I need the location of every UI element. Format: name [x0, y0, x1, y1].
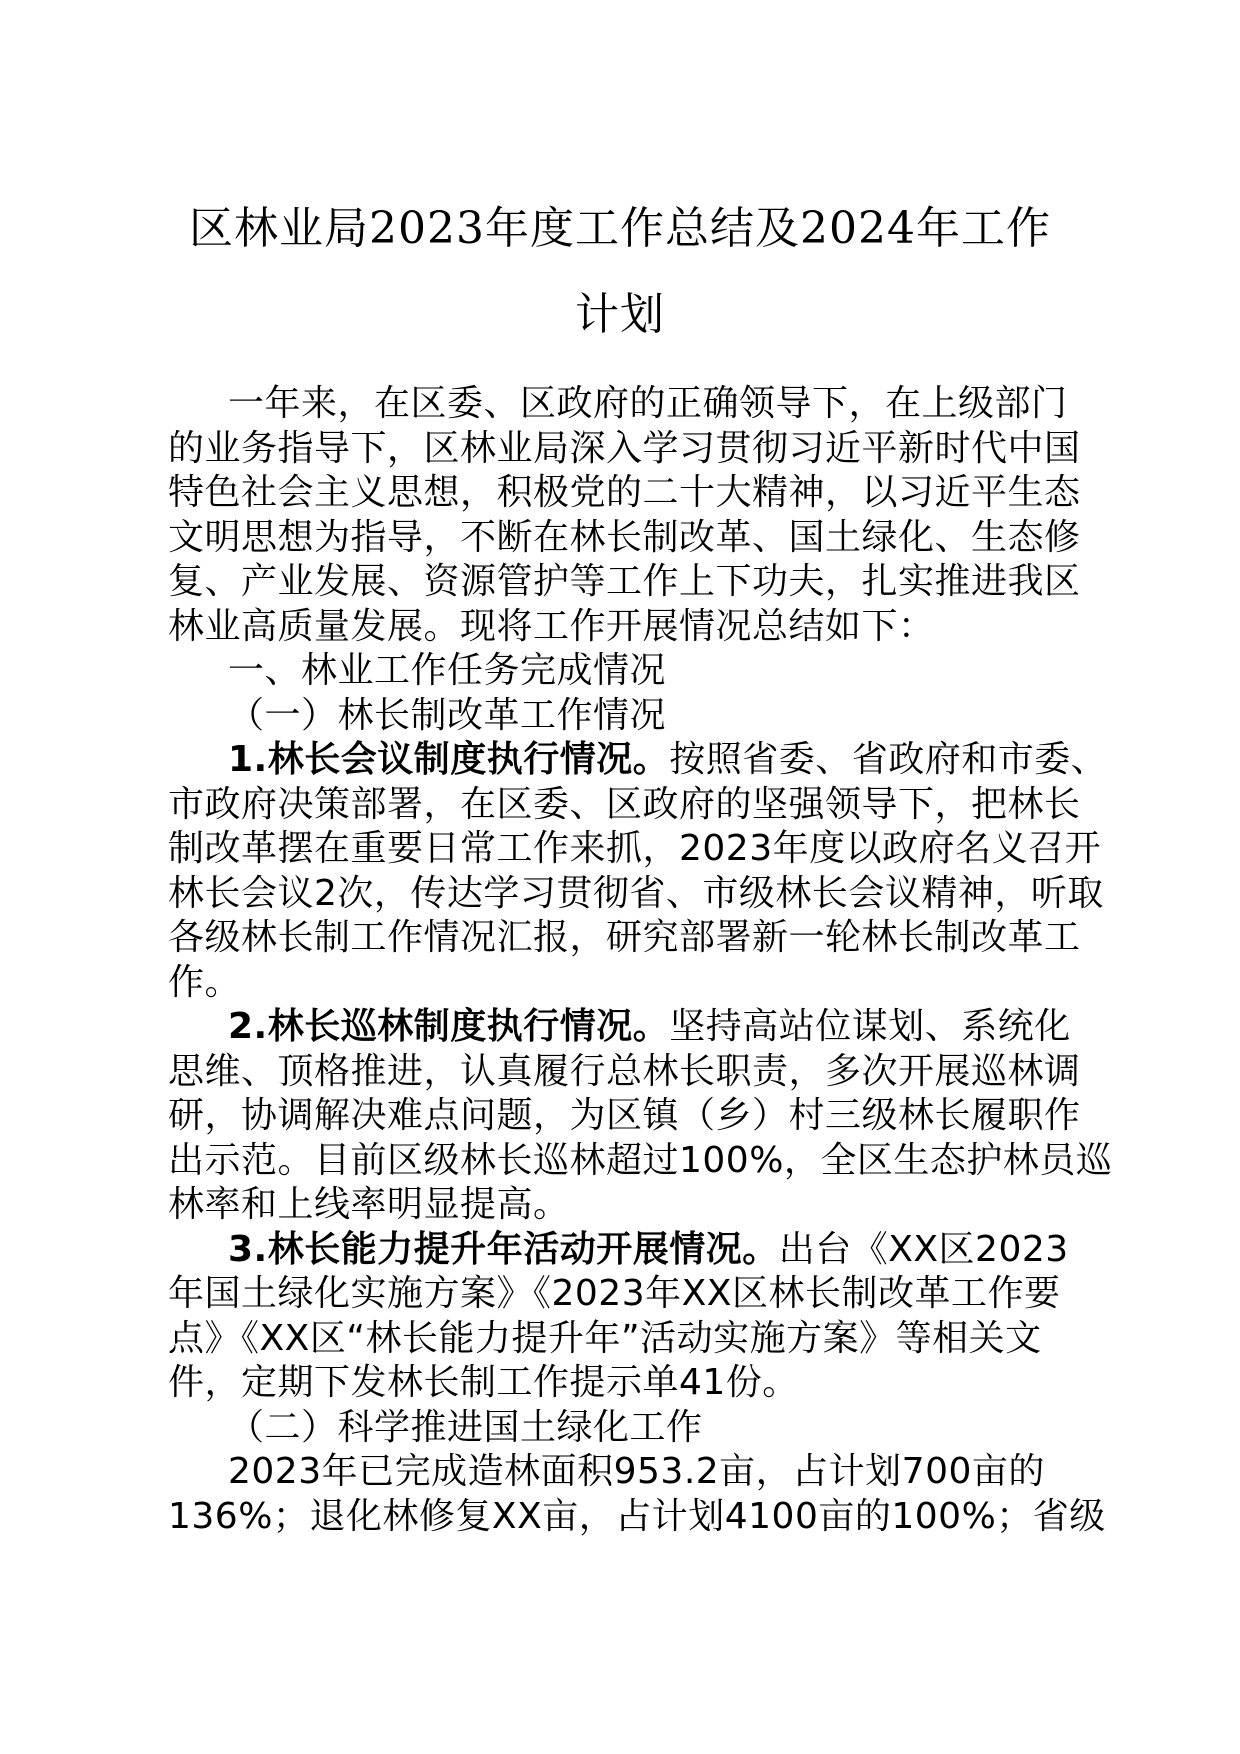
- body-line: [168, 1139, 1112, 1183]
- body-line: [168, 1183, 570, 1227]
- body-line: [168, 1495, 1106, 1539]
- body-line: [168, 1050, 1081, 1094]
- body-text: 坚持高站位谋划、系统化: [669, 1006, 1071, 1047]
- bold-heading-text: 2.林长巡林制度执行情况。: [228, 1006, 670, 1047]
- body-text: 林业高质量发展。现将工作开展情况总结如下：: [168, 605, 935, 647]
- body-line: [168, 783, 1081, 827]
- body-text: 出示范。目前区级林长巡林超过100%，全区生态护林员巡: [168, 1139, 1113, 1181]
- body-text: 各级林长制工作情况汇报，研究部署新一轮林长制改革工: [168, 917, 1081, 958]
- body-text: 一年来，在区委、区政府的正确领导下，在上级部门: [228, 383, 1068, 424]
- bold-heading-text: 1.林长会议制度执行情况。: [228, 739, 670, 780]
- body-text: 文明思想为指导，不断在林长制改革、国土绿化、生态修: [168, 516, 1081, 558]
- body-line: [168, 560, 1081, 604]
- body-text: 思维、顶格推进，认真履行总林长职责，多次开展巡林调: [168, 1050, 1081, 1092]
- body-text: 研，协调解决难点问题，为区镇（乡）村三级林长履职作: [168, 1095, 1081, 1136]
- body-line: [168, 605, 935, 649]
- body-line: [168, 1272, 1060, 1316]
- body-line: [228, 382, 1068, 426]
- body-text: 复、产业发展、资源管护等工作上下功夫，扎实推进我区: [168, 561, 1081, 602]
- body-text: 年国土绿化实施方案》《2023年XX区林长制改革工作要: [168, 1273, 1061, 1314]
- document-title-line-2: 计划: [575, 289, 665, 340]
- body-line: [168, 961, 241, 1005]
- body-text: 作。: [168, 961, 242, 1003]
- body-text: 件，定期下发林长制工作提示单41份。: [168, 1362, 799, 1403]
- body-text: 136%；退化林修复XX亩，占计划4100亩的100%；省级: [168, 1495, 1106, 1537]
- body-text: 按照省委、省政府和市委、: [669, 739, 1108, 780]
- body-text: （一）林长制改革工作情况: [228, 694, 667, 736]
- body-line: [228, 738, 1107, 782]
- body-line: [228, 1228, 1069, 1272]
- body-text: 出台《XX区2023: [778, 1228, 1069, 1270]
- body-line: [228, 1450, 1045, 1494]
- body-line: [168, 827, 1101, 871]
- body-line: [168, 872, 1104, 916]
- body-text: 点》《XX区“林长能力提升年”活动实施方案》等相关文: [168, 1317, 1042, 1359]
- document-title-line-1: 区林业局2023年度工作总结及2024年工作: [189, 203, 1051, 254]
- body-text: 林率和上线率明显提高。: [168, 1184, 570, 1225]
- body-line: [168, 516, 1081, 560]
- body-line: [168, 1317, 1042, 1361]
- body-line: [168, 1094, 1081, 1138]
- body-text: 的业务指导下，区林业局深入学习贯彻习近平新时代中国: [168, 427, 1081, 469]
- body-line: [168, 1361, 799, 1405]
- body-text: 2023年已完成造林面积953.2亩，占计划700亩的: [228, 1451, 1045, 1492]
- body-text: 林长会议2次，传达学习贯彻省、市级林长会议精神，听取: [168, 872, 1104, 914]
- body-text: 市政府决策部署，在区委、区政府的坚强领导下，把林长: [168, 783, 1081, 825]
- body-line: [228, 649, 666, 693]
- body-line: [228, 694, 666, 738]
- body-line: [228, 1406, 703, 1450]
- body-line: [168, 916, 1081, 960]
- body-line: [168, 471, 1081, 515]
- body-line: [228, 1005, 1071, 1049]
- body-text: （二）科学推进国土绿化工作: [228, 1406, 703, 1448]
- body-text: 制改革摆在重要日常工作来抓，2023年度以政府名义召开: [168, 828, 1102, 869]
- body-text: 特色社会主义思想，积极党的二十大精神，以习近平生态: [168, 472, 1081, 513]
- body-text: 一、林业工作任务完成情况: [228, 650, 667, 691]
- body-line: [168, 427, 1081, 471]
- bold-heading-text: 3.林长能力提升年活动开展情况。: [228, 1228, 779, 1270]
